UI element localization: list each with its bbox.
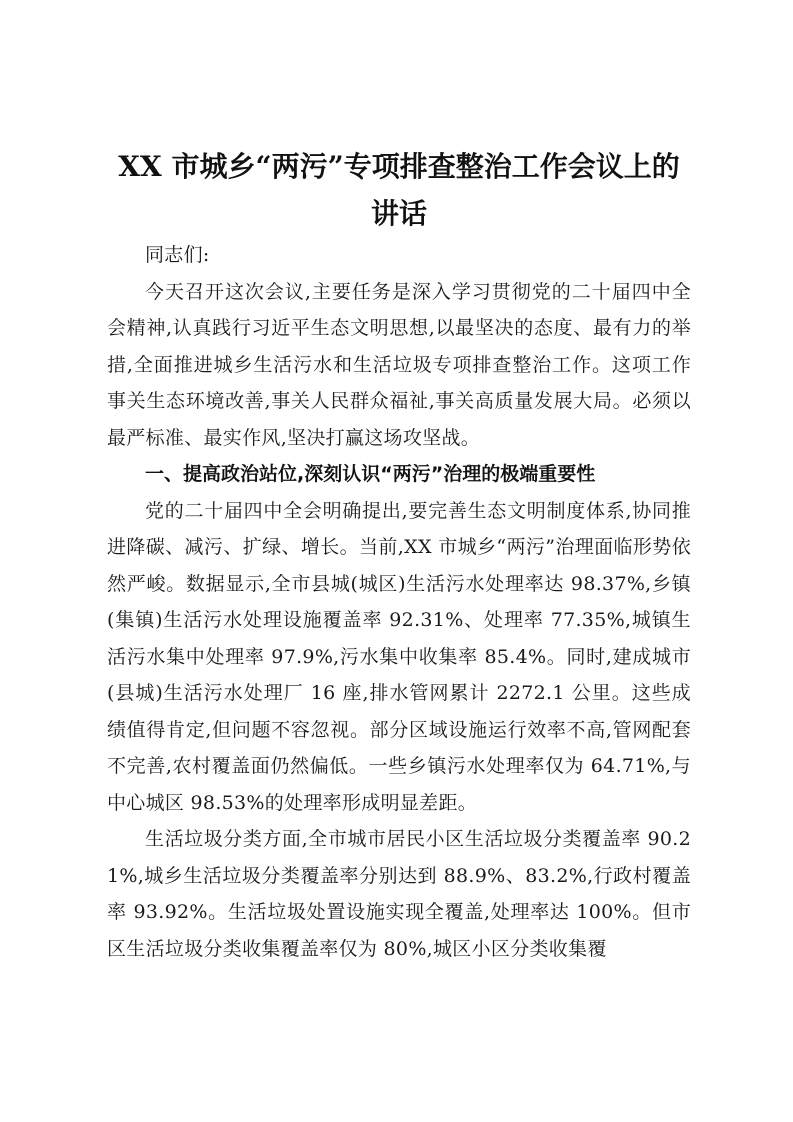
section1-paragraph-1: 党的二十届四中全会明确提出,要完善生态文明制度体系,协同推进降碳、减污、扩绿、增长。当前,XX 市城乡“两污”治理面临形势依然严峻。数据显示,全市县城(城区)生活污水处理率达 98.37%,乡镇(集镇)生活污水处理设施覆盖率 92.31%、处理率 77.35%,城镇生活污水集中处理率 97.9%,污水集中收集率 85.4%。同时,建成城市(县城)生活污水处理厂 16 座,排水管网累计 2272.1 公里。这些成绩值得肯定,但问题不容忽视。部分区域设施运行效率不高,管网配套不完善,农村覆盖面仍然偏低。一些乡镇污水处理率仅为 64.71%,与中心城区 98.53%的处理率形成明显差距。 — [107, 499, 691, 814]
section-heading-1: 一、提高政治站位,深刻认识“两污”治理的极端重要性 — [145, 463, 596, 485]
document-body — [107, 143, 691, 967]
intro-paragraph: 今天召开这次会议,主要任务是深入学习贯彻党的二十届四中全会精神,认真践行习近平生态文明思想,以最坚决的态度、最有力的举措,全面推进城乡生活污水和生活垃圾专项排查整治工作。这项工作事关生态环境改善,事关人民群众福祉,事关高质量发展大局。必须以最严标准、最实作风,坚决打赢这场攻坚战。 — [107, 280, 691, 449]
document-title: XX 市城乡“两污”专项排查整治工作会议上的讲话 — [118, 150, 680, 230]
greeting: 同志们: — [145, 244, 210, 266]
section1-paragraph-2: 生活垃圾分类方面,全市城市居民小区生活垃圾分类覆盖率 90.21%,城乡生活垃圾分类覆盖率分别达到 88.9%、83.2%,行政村覆盖率 93.92%。生活垃圾处置设施实现全覆盖,处理率达 100%。但市区生活垃圾分类收集覆盖率仅为 80%,城区小区分类收集覆 — [107, 828, 691, 960]
